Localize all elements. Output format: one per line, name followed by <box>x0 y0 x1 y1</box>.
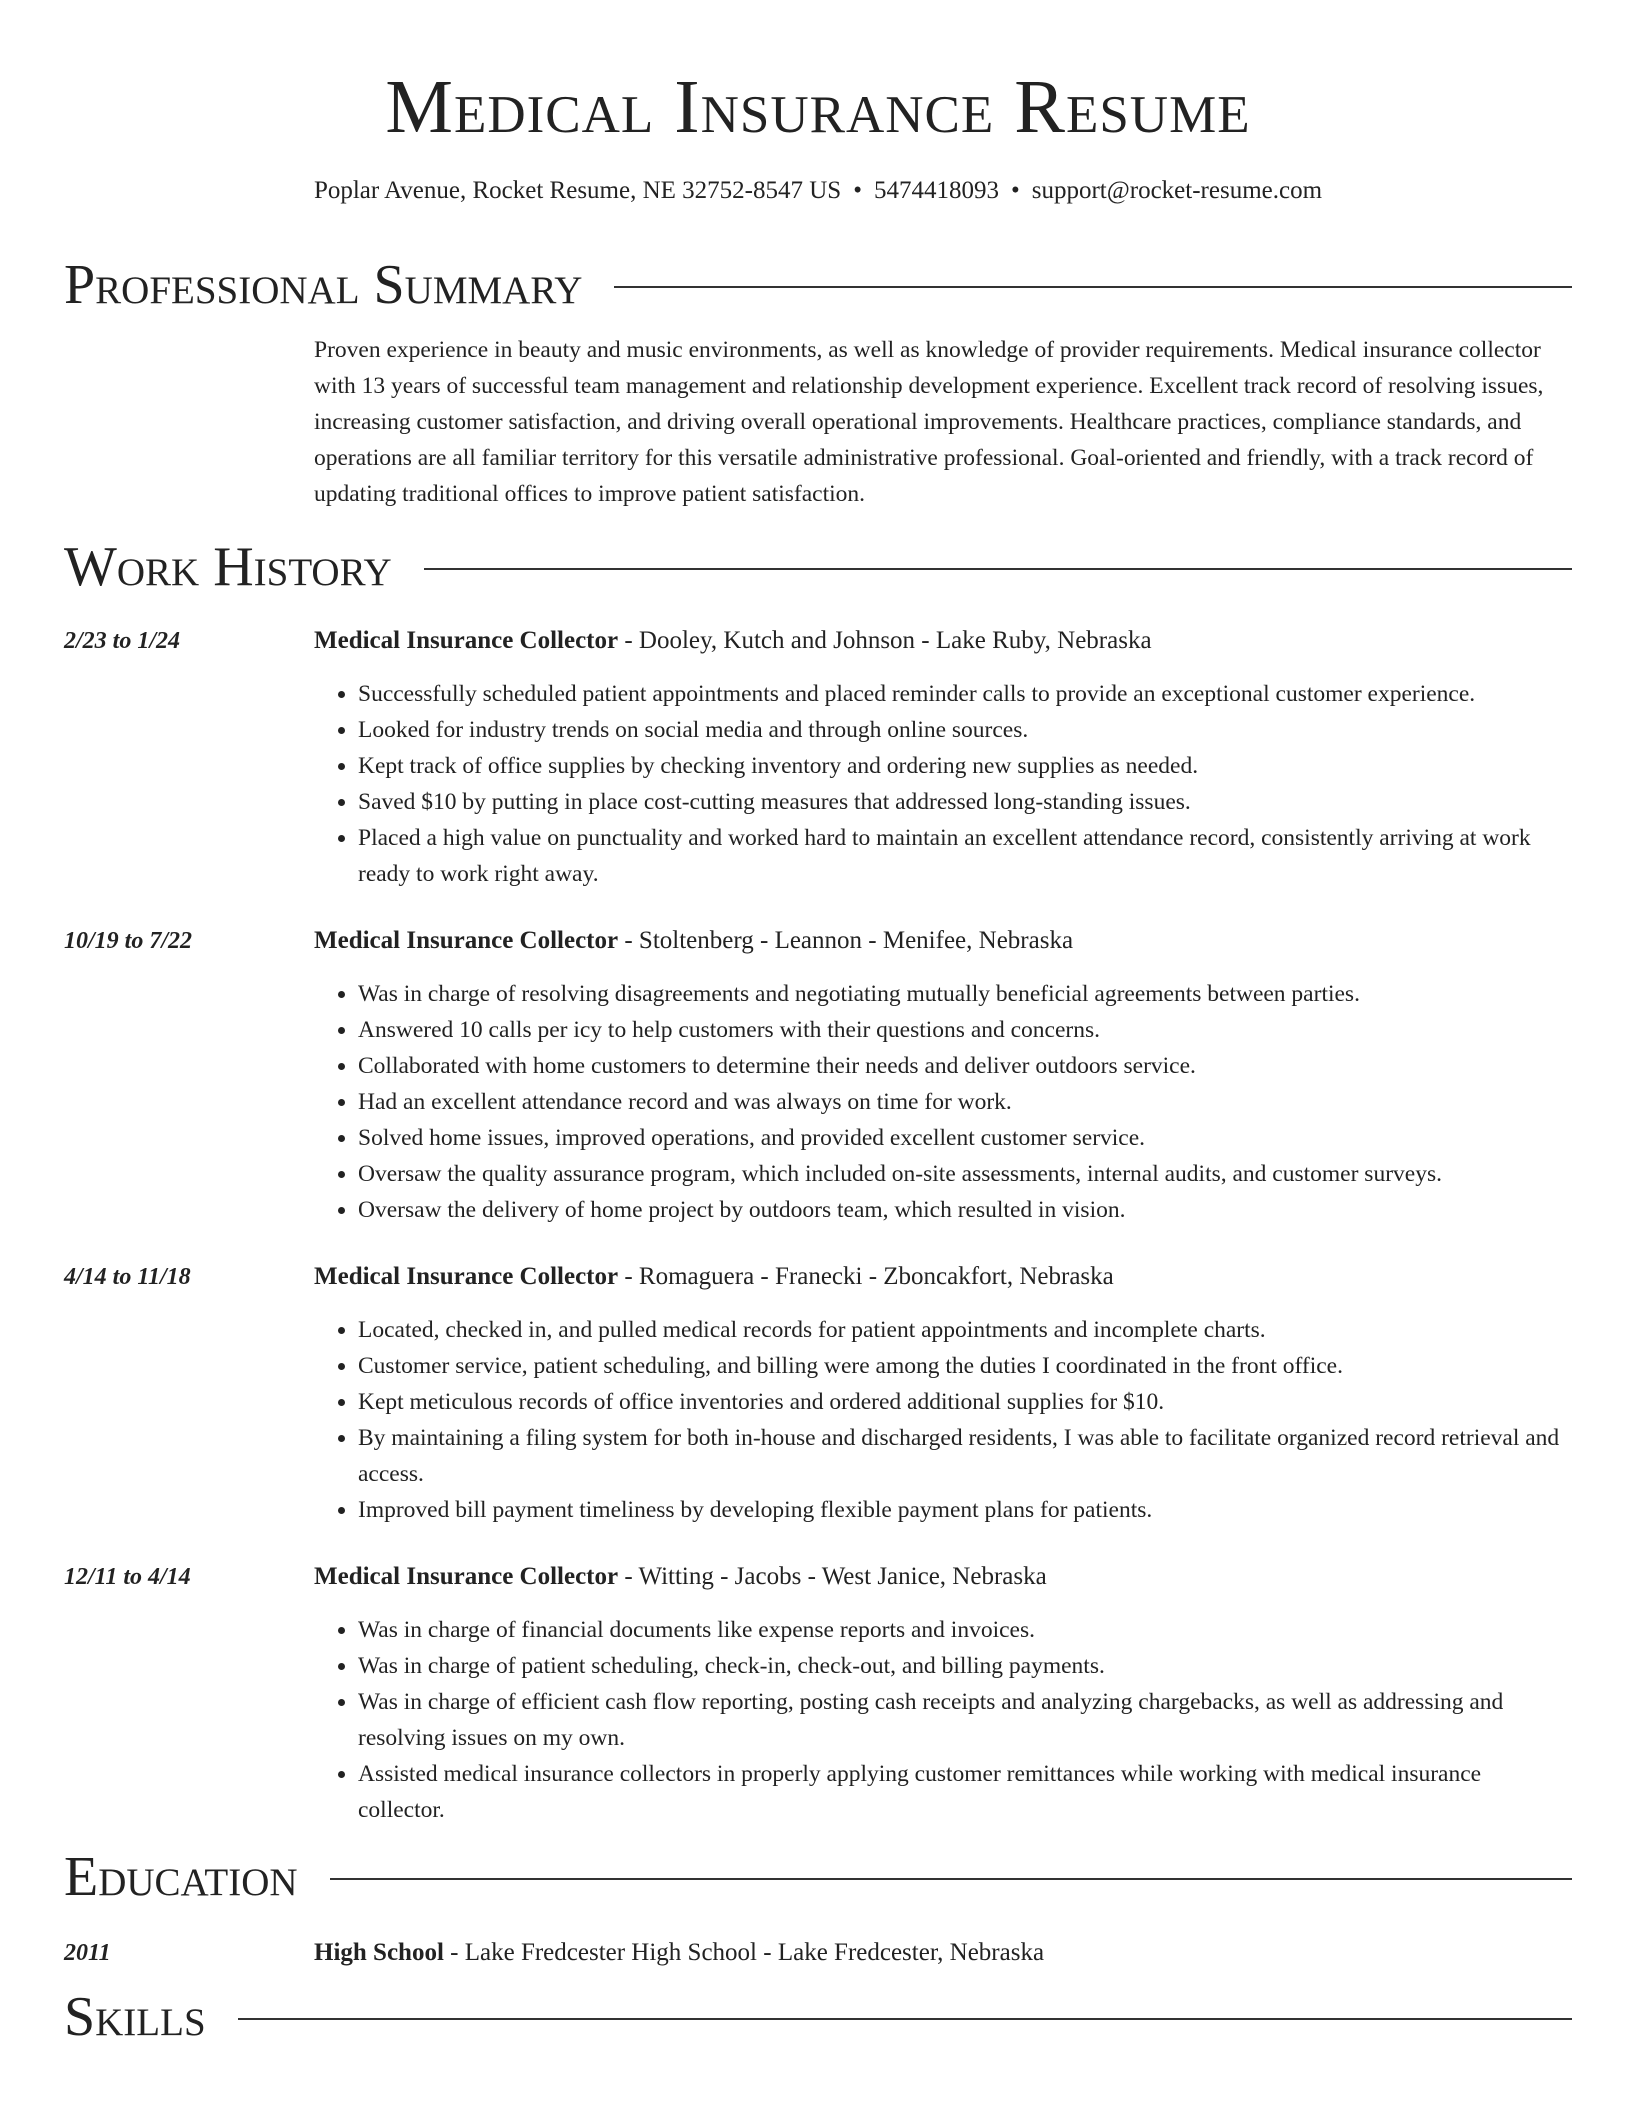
work-dates: 2/23 to 1/24 <box>64 628 181 654</box>
work-entry <box>64 624 1572 892</box>
work-entry-heading <box>314 1260 1572 1294</box>
job-bullet: • Had an excellent attendance record and was always on time for work. <box>358 1084 1572 1120</box>
contact-separator: • <box>1010 177 1020 204</box>
job-bullet: • Kept track of office supplies by checking inventory and ordering new supplies as needed. <box>358 748 1572 784</box>
job-bullet-list <box>314 1312 1572 1528</box>
work-entry-body <box>314 924 1572 1228</box>
job-bullet: • Answered 10 calls per icy to help customers with their questions and concerns. <box>358 1012 1572 1048</box>
job-bullet-list <box>314 1612 1572 1828</box>
job-bullet: • Looked for industry trends on social media and through online sources. <box>358 712 1572 748</box>
contact-phone: 5474418093 <box>873 177 999 204</box>
work-entry-body <box>314 1260 1572 1528</box>
education-school-location: - Lake Fredcester High School - Lake Fredcester, Nebraska <box>443 1939 1045 1966</box>
work-entry-heading <box>314 1560 1572 1594</box>
job-bullet: • Was in charge of efficient cash flow reporting, posting cash receipts and analyzing chargebacks, as well as addressing and resolving issues on my own. <box>358 1684 1572 1756</box>
education-entry-heading <box>314 1936 1572 1970</box>
job-title: Medical Insurance Collector <box>314 1563 619 1590</box>
work-entry <box>64 924 1572 1228</box>
summary-section-title: Professional Summary <box>64 254 583 316</box>
education-entry <box>64 1936 1572 1970</box>
work-entry-heading <box>314 924 1572 958</box>
job-bullet: • Saved $10 by putting in place cost-cutting measures that addressed long-standing issues. <box>358 784 1572 820</box>
section-divider <box>614 286 1572 288</box>
work-section-header <box>64 536 1572 598</box>
summary-text: Proven experience in beauty and music environments, as well as knowledge of provider requirements. Medical insurance collector with 13 years of successful team management and relationship development experience. Excellent track record of resolving issues, increasing customer satisfaction, and driving overall operational improvements. Healthcare practices, compliance standards, and operations are all familiar territory for this versatile administrative professional. Goal-oriented and friendly, with a track record of updating traditional offices to improve patient satisfaction. <box>314 337 1544 507</box>
section-divider <box>330 1878 1572 1880</box>
job-bullet: • Oversaw the quality assurance program, which included on-site assessments, internal audits, and customer surveys. <box>358 1156 1572 1192</box>
job-bullet: • Was in charge of patient scheduling, check-in, check-out, and billing payments. <box>358 1648 1572 1684</box>
job-bullet: • Was in charge of financial documents like expense reports and invoices. <box>358 1612 1572 1648</box>
job-bullet: • Assisted medical insurance collectors in properly applying customer remittances while working with medical insurance collector. <box>358 1756 1572 1828</box>
job-title: Medical Insurance Collector <box>314 1263 619 1290</box>
section-divider <box>424 568 1572 570</box>
work-entry-heading <box>314 624 1572 658</box>
contact-email: support@rocket-resume.com <box>1031 177 1323 204</box>
job-employer-location: - Witting - Jacobs - West Janice, Nebraska <box>618 1563 1047 1590</box>
work-dates: 4/14 to 11/18 <box>64 1264 191 1290</box>
job-bullet: • Kept meticulous records of office inventories and ordered additional supplies for $10. <box>358 1384 1572 1420</box>
work-entry <box>64 1560 1572 1828</box>
education-section-title: Education <box>64 1846 298 1908</box>
job-title: Medical Insurance Collector <box>314 627 619 654</box>
resume-page <box>64 0 1572 2048</box>
work-dates: 12/11 to 4/14 <box>64 1564 191 1590</box>
job-bullet: • Oversaw the delivery of home project by outdoors team, which resulted in vision. <box>358 1192 1572 1228</box>
contact-separator: • <box>853 177 862 204</box>
contact-line <box>64 174 1572 208</box>
contact-address: Poplar Avenue, Rocket Resume, NE 32752-8547 US <box>313 177 842 204</box>
job-bullet: • Customer service, patient scheduling, and billing were among the duties I coordinated in the front office. <box>358 1348 1572 1384</box>
job-bullet-list <box>314 976 1572 1228</box>
job-bullet: • Collaborated with home customers to determine their needs and deliver outdoors service. <box>358 1048 1572 1084</box>
job-employer-location: - Dooley, Kutch and Johnson - Lake Ruby, Nebraska <box>618 627 1152 654</box>
job-bullet: • Solved home issues, improved operations, and provided excellent customer service. <box>358 1120 1572 1156</box>
job-bullet: • Placed a high value on punctuality and worked hard to maintain an excellent attendance record, consistently arriving at work ready to work right away. <box>358 820 1572 892</box>
job-employer-location: - Stoltenberg - Leannon - Menifee, Nebraska <box>618 927 1074 954</box>
resume-title: Medical Insurance Resume <box>385 65 1251 149</box>
education-degree: High School <box>314 1939 444 1966</box>
job-bullet: • Successfully scheduled patient appointments and placed reminder calls to provide an exceptional customer experience. <box>358 676 1572 712</box>
work-dates: 10/19 to 7/22 <box>64 928 193 954</box>
work-entry-body <box>314 624 1572 892</box>
skills-section-title: Skills <box>64 1986 206 2048</box>
education-year: 2011 <box>64 1940 111 1966</box>
job-bullet: • Improved bill payment timeliness by developing flexible payment plans for patients. <box>358 1492 1572 1528</box>
job-bullet-list <box>314 676 1572 892</box>
work-entry-body <box>314 1560 1572 1828</box>
job-bullet: • Was in charge of resolving disagreements and negotiating mutually beneficial agreements between parties. <box>358 976 1572 1012</box>
work-section-title: Work History <box>64 536 392 598</box>
job-employer-location: - Romaguera - Franecki - Zboncakfort, Nebraska <box>618 1263 1114 1290</box>
section-divider <box>238 2018 1572 2020</box>
education-entry-body <box>314 1936 1572 1970</box>
job-bullet: • Located, checked in, and pulled medical records for patient appointments and incomplete charts. <box>358 1312 1572 1348</box>
education-section-header <box>64 1846 1572 1908</box>
skills-section-header <box>64 1986 1572 2048</box>
job-title: Medical Insurance Collector <box>314 927 619 954</box>
work-entry <box>64 1260 1572 1528</box>
summary-section-header <box>64 254 1572 316</box>
job-bullet: • By maintaining a filing system for both in-house and discharged residents, I was able to facilitate organized record retrieval and access. <box>358 1420 1572 1492</box>
